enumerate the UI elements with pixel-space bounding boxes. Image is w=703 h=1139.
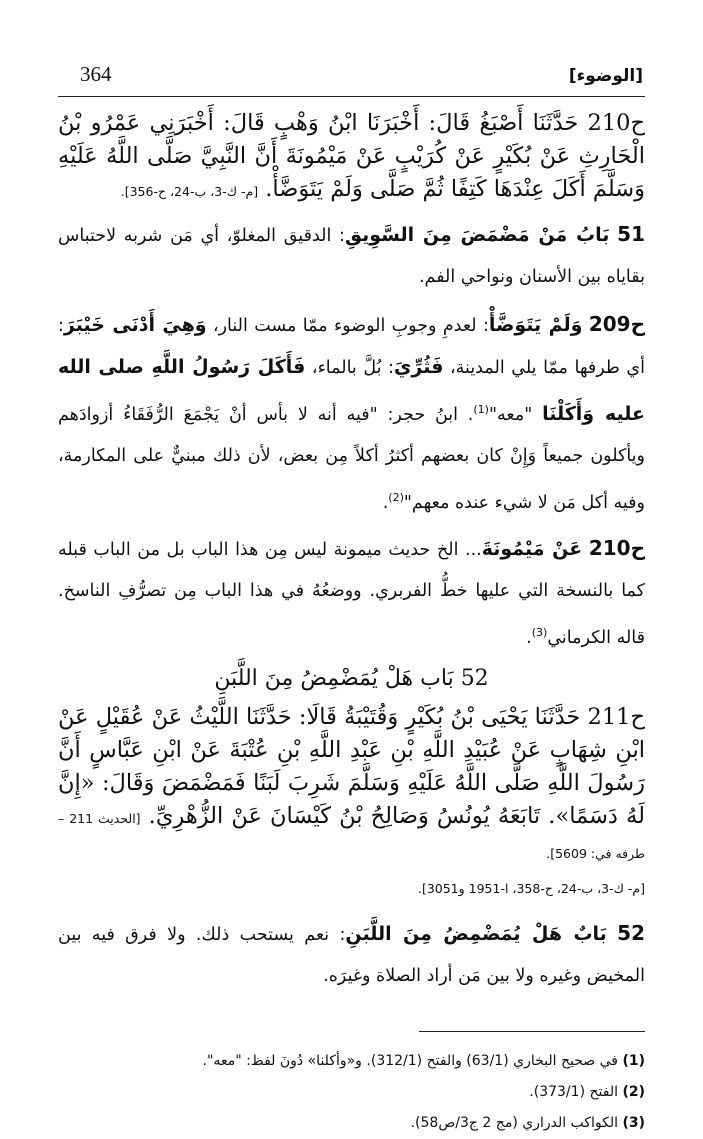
commentary-text: : نعم يستحب ذلك. ولا فرق فيه بين المخيض وغيره ولا بين مَن أراد الصلاة وغيرَه. bbox=[58, 925, 645, 987]
commentary-text: : لعدمِ وجوبِ الوضوء ممّا مست النار، bbox=[206, 316, 489, 336]
commentary-text: : أي طرفها ممّا يلي المدينة، bbox=[58, 316, 645, 378]
chapter-lemma: بَابٌ هَلْ يُمَضْمِضُ مِنَ اللَّبَنِ bbox=[345, 923, 607, 946]
hadith-citation: [م- ك-3، ب-24، ح-358، ا-1951 و3051]. bbox=[417, 881, 645, 897]
page-number: 364 bbox=[80, 62, 112, 86]
commentary-text: "معه" bbox=[488, 404, 543, 425]
lemma: فَأَكَلَ رَسُولُ اللَّهِ صلى الله عليه وَأَكَلْنَا bbox=[58, 356, 645, 425]
running-title: [الوضوء] bbox=[568, 66, 643, 86]
chapter-number: 51 bbox=[617, 222, 645, 246]
footnote bbox=[58, 1108, 645, 1139]
hadith-211 bbox=[58, 701, 645, 905]
footnote-ref[interactable]: (1) bbox=[473, 403, 489, 416]
lemma: فَثُرِّيَ bbox=[393, 356, 444, 378]
hadith-210 bbox=[58, 107, 645, 208]
footnote-ref[interactable]: (2) bbox=[388, 490, 404, 504]
footnote-text: الكواكب الدراري (مج 2 ج3/ص58). bbox=[410, 1115, 618, 1132]
footnote-text: في صحيح البخاري (63/1) والفتح (312/1). و«وأكلنا» دُونَ لفظ: "معه". bbox=[202, 1053, 618, 1070]
commentary-text: : الدقيق المغلوّ، أي مَن شربه لاحتباس بقاياه بين الأسنان ونواحي الفم. bbox=[58, 226, 645, 287]
footnote-text: الفتح (373/1). bbox=[529, 1084, 618, 1101]
footnote-ref[interactable]: (3) bbox=[531, 625, 548, 639]
hadith-text: ح210 حَدَّثَنَا أَصْبَغُ قَالَ: أَخْبَرَنَا ابْنُ وَهْبٍ قَالَ: أَخْبَرَنِي عَمْرُو بْنُ الْحَارِثِ عَنْ بُكَيْرٍ عَنْ كُرَيْبٍ عَنْ مَيْمُونَةَ أَنَّ النَّبِيَّ صَلَّى اللَّهُ عَلَيْهِ وَسَلَّمَ أَكَلَ عِنْدَهَا كَتِفًا ثُمَّ صَلَّى وَلَمْ يَتَوَضَّأْ. bbox=[58, 110, 645, 202]
commentary-text: . bbox=[382, 492, 389, 513]
lemma: وَلَمْ يَتَوَضَّأْ bbox=[488, 314, 583, 336]
footnotes bbox=[58, 1046, 645, 1139]
footnote bbox=[58, 1046, 645, 1077]
commentary-text: . ابنُ حجر: "فيه أنه لا بأس أنْ يَجْمَعَ الرُّفَقَاءُ أزوادَهم ويأكلون جميعاً وَإِنْ كان بعضهم أكثرُ أكلاً مِن بعض، لأن ذلك مبنيٌّ على المكارمة، وفيه أكل مَن لا شيء عنده معهم" bbox=[58, 404, 645, 513]
footnote-number: (3) bbox=[622, 1115, 645, 1132]
footnote-divider bbox=[419, 1031, 645, 1032]
commentary-text: . bbox=[526, 627, 532, 648]
footnote bbox=[58, 1077, 645, 1108]
hadith-citation: [م- ك-3، ب-24، ح-356]. bbox=[120, 184, 259, 199]
chapter-52-commentary bbox=[58, 913, 645, 997]
footnote-number: (1) bbox=[622, 1053, 645, 1070]
page-header bbox=[58, 52, 645, 97]
hadith-citation: [الحديث 211 – طرفه في: 5609]. bbox=[58, 811, 645, 862]
hadith-number: ح210 bbox=[588, 535, 645, 560]
commentary-text: ... الخ حديث ميمونة ليس مِن هذا الباب بل من الباب قبله كما بالنسخة التي عليها خطُّ الفربري. ووضعُهُ في هذا الباب مِن تصرُّفِ الناسخ. قاله الكرماني bbox=[58, 539, 645, 648]
commentary-210 bbox=[58, 528, 645, 659]
commentary-text: : بُلَّ بالماء، bbox=[305, 358, 394, 378]
chapter-lemma: بَابُ مَنْ مَضْمَضَ مِنَ السَّوِيقِ bbox=[344, 224, 610, 246]
hadith-number: ح209 bbox=[588, 312, 645, 336]
hadith-text: ح211 حَدَّثَنَا يَحْيَى بْنُ بُكَيْرٍ وَقُتَيْبَةُ قَالَا: حَدَّثَنَا اللَّيْثُ عَنْ عُقَيْلٍ عَنْ ابْنِ شِهَابٍ عَنْ عُبَيْدِ اللَّهِ بْنِ عَبْدِ اللَّهِ بْنِ عُتْبَةَ عَنْ ابْنِ عَبَّاسٍ أَنَّ رَسُولَ اللَّهِ صَلَّى اللَّهُ عَلَيْهِ وَسَلَّمَ شَرِبَ لَبَنًا فَمَضْمَضَ وَقَالَ: «إِنَّ لَهُ دَسَمًا». تَابَعَهُ يُونُسُ وَصَالِحُ بْنُ كَيْسَانَ عَنْ الزُّهْرِيِّ. bbox=[58, 704, 645, 830]
chapter-52-title: 52 بَاب هَلْ يُمَضْمِضُ مِنَ اللَّبَنِ bbox=[214, 666, 489, 692]
lemma: عَنْ مَيْمُونَةَ bbox=[481, 537, 583, 560]
main-text bbox=[58, 107, 645, 997]
chapter-51-commentary bbox=[58, 214, 645, 298]
commentary-209 bbox=[58, 304, 645, 524]
footnote-number: (2) bbox=[622, 1084, 645, 1101]
lemma: وَهِيَ أَدْنَى خَيْبَرَ bbox=[63, 314, 207, 336]
chapter-number: 52 bbox=[617, 921, 645, 946]
